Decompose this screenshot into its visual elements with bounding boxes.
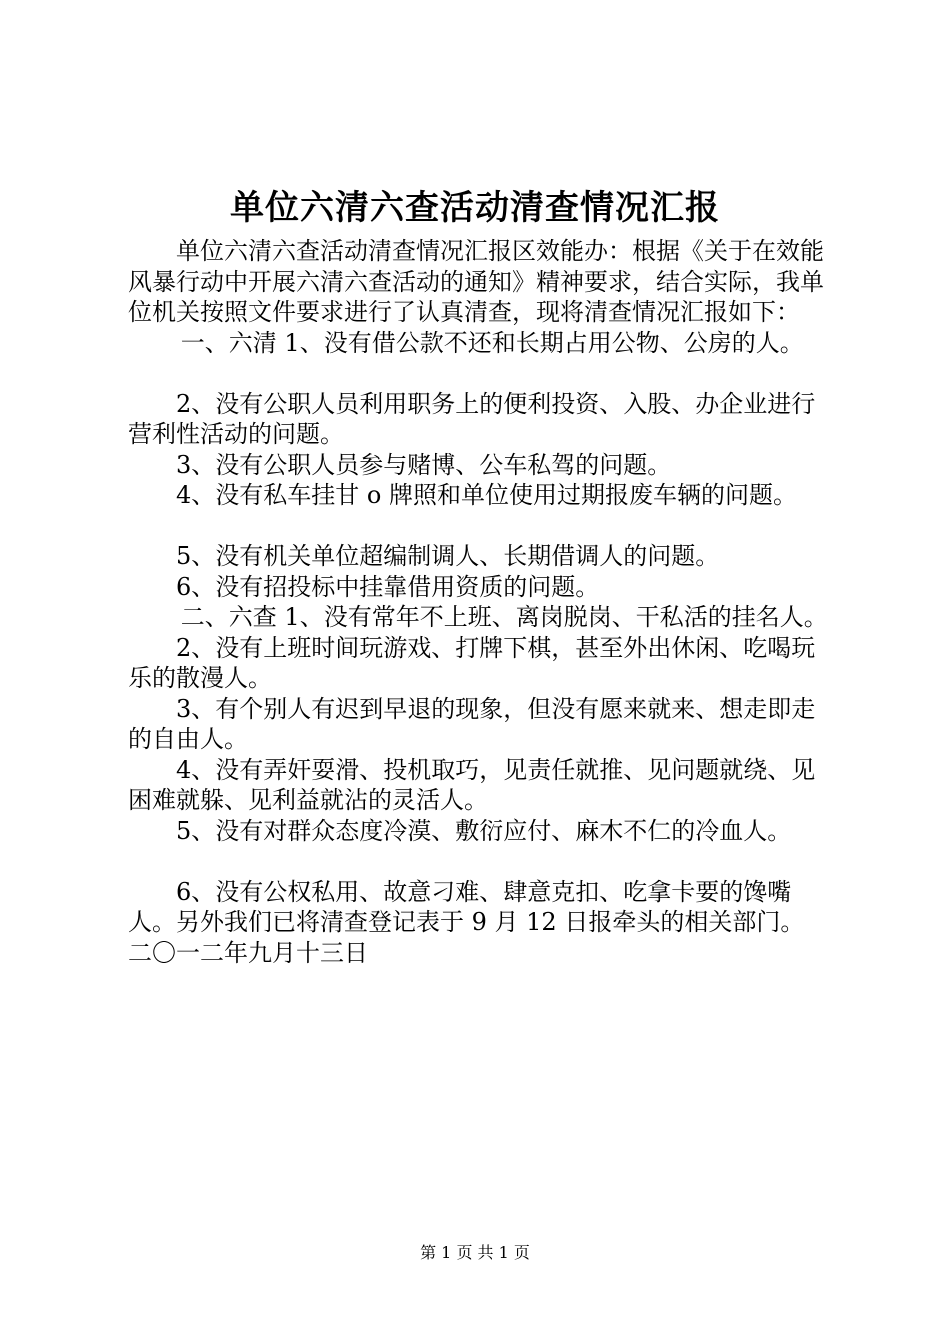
liuqing-item-6: 6、没有招投标中挂靠借用资质的问题。 — [176, 572, 600, 601]
liucha-item-3: 3、有个别人有迟到早退的现象，但没有愿来就来、想走即走的自由人。 — [128, 694, 816, 753]
document-title: 单位六清六查活动清查情况汇报 — [230, 188, 720, 228]
liuqing-item-3: 3、没有公职人员参与赌博、公车私驾的问题。 — [176, 450, 672, 479]
liuqing-item-1: 一、六清 1、没有借公款不还和长期占用公物、公房的人。 — [180, 328, 804, 357]
liuqing-item-5: 5、没有机关单位超编制调人、长期借调人的问题。 — [176, 542, 720, 570]
intro-paragraph: 单位六清六查活动清查情况汇报区效能办：根据《关于在效能风暴行动中开展六清六查活动的通知》精神要求，结合实际，我单位机关按照文件要求进行了认真清查，现将清查情况汇报如下： — [128, 237, 824, 326]
document-body — [128, 236, 828, 968]
liucha-item-5: 5、没有对群众态度冷漠、敷衍应付、麻木不仁的冷血人。 — [176, 816, 792, 845]
liucha-item-1: 二、六查 1、没有常年不上班、离岗脱岗、干私活的挂名人。 — [180, 603, 828, 631]
spacer — [128, 511, 828, 542]
liuqing-item-4: 4、没有私车挂甘 o 牌照和单位使用过期报废车辆的问题。 — [176, 481, 797, 509]
spacer — [128, 846, 828, 877]
page-footer: 第 1 页 共 1 页 — [420, 1243, 530, 1262]
liucha-item-4: 4、没有弄奸耍滑、投机取巧，见责任就推、见问题就绕、见困难就躲、见利益就沾的灵活人。 — [128, 755, 816, 814]
liuqing-item-2: 2、没有公职人员利用职务上的便利投资、入股、办企业进行营利性活动的问题。 — [128, 389, 816, 448]
liucha-item-2: 2、没有上班时间玩游戏、打牌下棋，甚至外出休闲、吃喝玩乐的散漫人。 — [128, 633, 816, 692]
document-date: 二〇一二年九月十三日 — [128, 938, 368, 967]
spacer — [128, 358, 828, 389]
liucha-item-6: 6、没有公权私用、故意刁难、肆意克扣、吃拿卡要的馋嘴人。另外我们已将清查登记表于 9 月 12 日报牵头的相关部门。 — [128, 877, 805, 936]
